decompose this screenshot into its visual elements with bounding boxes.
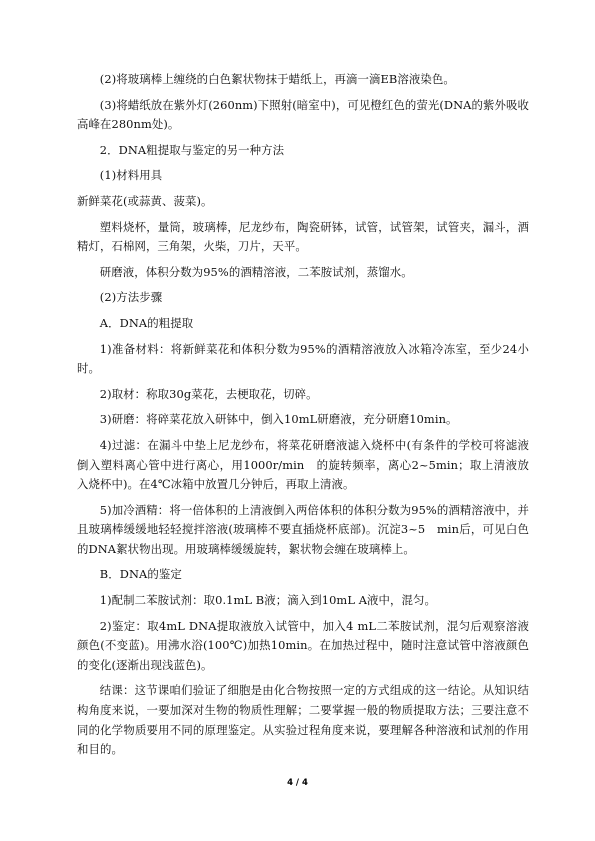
paragraph-materials-plants: 新鲜菜花(或蒜黄、菠菜)。 — [77, 193, 213, 208]
paragraph-sampling: 2)取材：称取30g菜花，去梗取花，切碎。 — [99, 386, 318, 401]
paragraph-grinding: 3)研磨：将碎菜花放入研钵中，倒入10mL研磨液，充分研磨10min。 — [99, 412, 458, 427]
document-body — [77, 70, 529, 766]
subheading-identification: B．DNA的鉴定 — [99, 567, 182, 582]
subheading-crude-extraction: A．DNA的粗提取 — [99, 315, 194, 330]
paragraph-prepare-reagent: 1)配制二苯胺试剂：取0.1mL B液；滴入到10mL A液中，混匀。 — [99, 593, 436, 608]
paragraph-prepare-materials: 1)准备材料：将新鲜菜花和体积分数为95%的酒精溶液放入冰箱冷冻室，至少24小时。 — [77, 341, 529, 376]
paragraph-step-3-uv: (3)将蜡纸放在紫外灯(260nm)下照射(暗室中)，可见橙红色的萤光(DNA的紫外吸收高峰在280nm处)。 — [77, 97, 529, 132]
subheading-materials: (1)材料用具 — [99, 168, 163, 183]
paragraph-identify: 2)鉴定：取4mL DNA提取液放入试管中，加入4 mL二苯胺试剂，混匀后观察溶液颜色(不变蓝)。用沸水浴(100℃)加热10min。在加热过程中，随时注意试管中溶液颜色的变化(逐渐出现浅蓝色)。 — [77, 618, 529, 672]
paragraph-cold-alcohol: 5)加冷酒精：将一倍体积的上清液倒入两倍体积的体积分数为95%的酒精溶液中，并且玻璃棒缓缓地轻轻搅拌溶液(玻璃棒不要直插烧杯底部)。沉淀3~5 min后，可见白色的DNA絮状物出现。用玻璃棒缓缓旋转，絮状物会缠在玻璃棒上。 — [77, 502, 529, 556]
paragraph-conclusion: 结课：这节课咱们验证了细胞是由化合物按照一定的方式组成的这一结论。从知识结构角度来说，一要加深对生物的物质性理解；二要掌握一般的物质提取方法；三要注意不同的化学物质要用不同的原理鉴定。从实验过程角度来说，要理解各种溶液和试剂的作用和目的。 — [77, 683, 529, 757]
paragraph-step-2-smear: (2)将玻璃棒上缠绕的白色絮状物抹于蜡纸上，再滴一滴EB溶液染色。 — [99, 72, 455, 86]
subheading-procedure: (2)方法步骤 — [99, 290, 163, 305]
paragraph-materials-equipment: 塑料烧杯，量筒，玻璃棒，尼龙纱布，陶瓷研钵，试管，试管架，试管夹，漏斗，酒精灯，石棉网，三角架，火柴，刀片，天平。 — [77, 219, 529, 254]
paragraph-materials-reagents: 研磨液，体积分数为95%的酒精溶液，二苯胺试剂，蒸馏水。 — [99, 264, 413, 279]
section-heading-alt-method: 2．DNA粗提取与鉴定的另一种方法 — [99, 142, 285, 157]
page-number: 4 / 4 — [287, 778, 308, 788]
paragraph-filtering: 4)过滤：在漏斗中垫上尼龙纱布，将菜花研磨液滤入烧杯中(有条件的学校可将滤液倒入塑料离心管中进行离心，用1000r/min 的旋转频率，离心2~5min；取上清液放入烧杯中)。在4℃冰箱中放置几分钟后，再取上清液。 — [77, 437, 529, 492]
